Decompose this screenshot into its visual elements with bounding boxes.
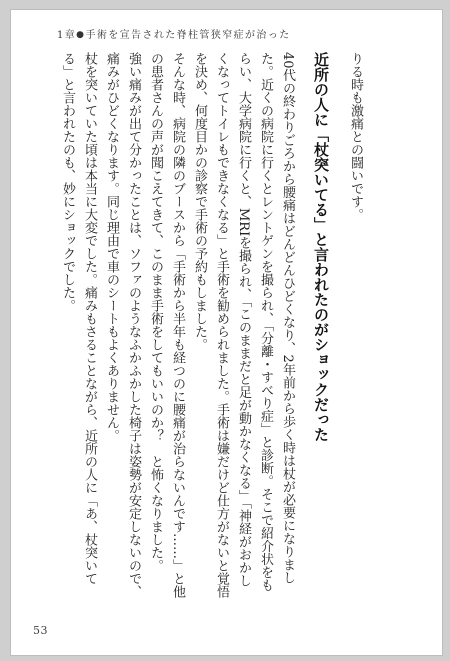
running-head <box>57 26 414 41</box>
paragraph: 杖を突いていた頃は本当に大変でした。痛みもさることながら、近所の人に「あ、杖突いてる」と言われたのも、妙にショックでした。 <box>60 52 97 585</box>
book-page <box>11 10 442 655</box>
chapter-label: 1章 <box>57 30 77 41</box>
section-headline: 近所の人に「杖突いてる」と言われたのがショックだった <box>312 52 330 442</box>
paragraph: 強い痛みが出て分かったことは、ソファのようなふかふかした椅子は姿勢が安定しないので、痛みがひどくなります。同じ理由で車のシートもよくありません。 <box>104 52 141 598</box>
text-area <box>56 52 418 598</box>
paragraph: 40代の終わりごろから腰痛はどんどんひどくなり、2年前から歩く時は杖が必要になりました。近くの病院に行くとレントゲンを撮られ、「分離・すべり症」と診断。そこで紹介状をもらい、大学病院に行くと、MRIを撮られ、「このままだと足が動かなくなる」「神経がおかしくなってトイレもできなくなる」と手術を勧められました。手術は嫌だけど仕方がないと覚悟を決め、何度目かの診察で手術の予約もしました。 <box>192 52 295 598</box>
chapter-title: 手術を宣告された脊柱管狭窄症が治った <box>85 30 291 41</box>
paragraph: りる時も激痛との闘いです。 <box>348 52 363 221</box>
paragraph: そんな時、病院の隣のブースから「手術から半年も経つのに腰痛が治らないんです……」と他の患者さんの声が聞こえてきて、このまま手術をしてもいいのか？ と怖くなりました。 <box>148 52 185 598</box>
body-text <box>56 52 366 598</box>
bullet-icon: ● <box>76 30 86 40</box>
page-number: 53 <box>33 624 48 637</box>
